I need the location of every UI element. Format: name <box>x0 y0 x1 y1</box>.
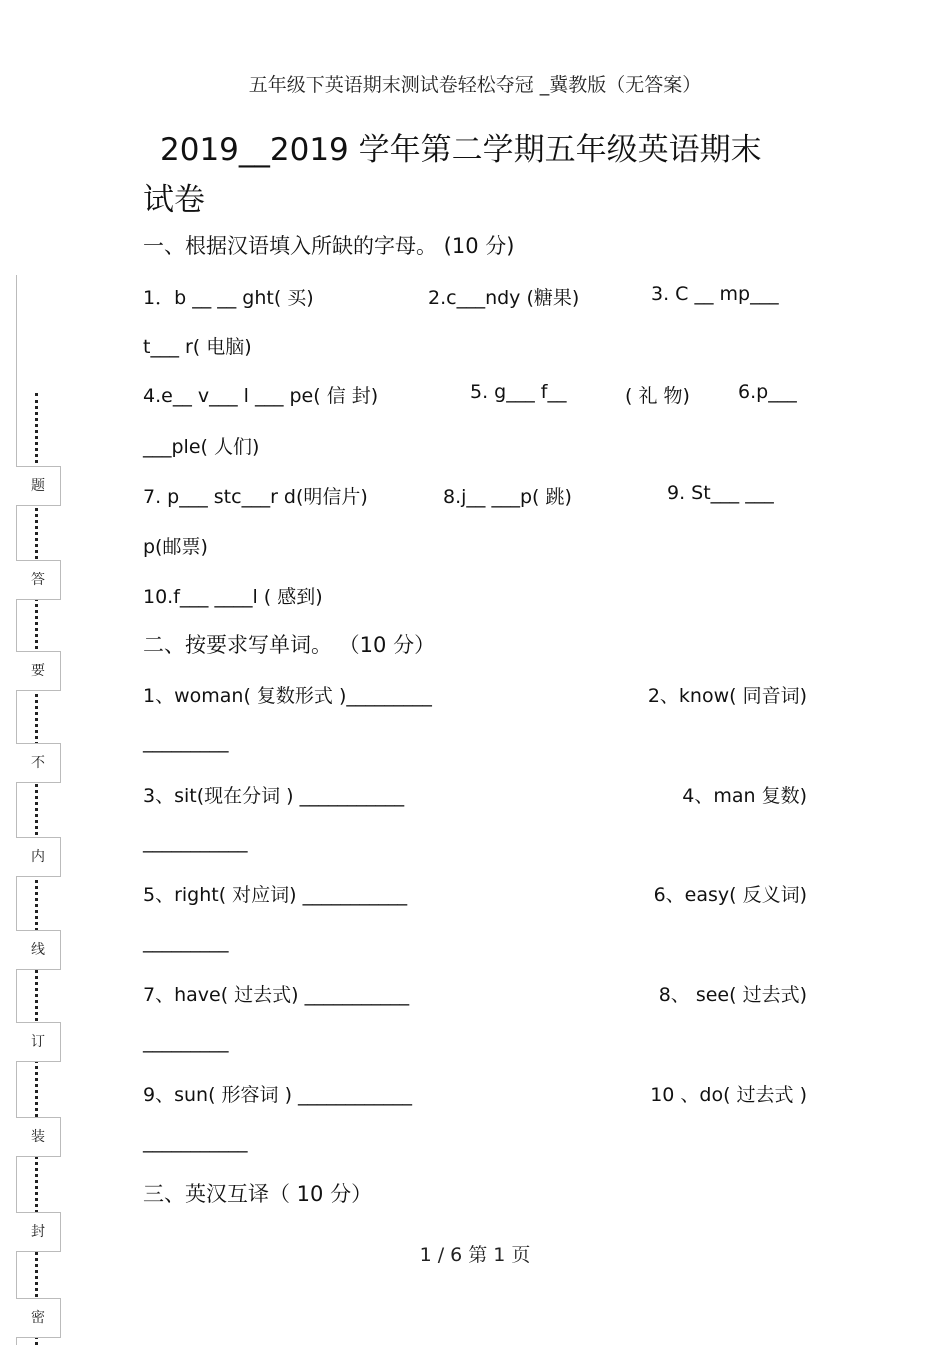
binding-char: 不 <box>16 743 61 783</box>
question-line: 5. g___ f__ <box>470 381 567 403</box>
section-2-heading: 二、按要求写单词。 （10 分） <box>143 633 436 657</box>
exam-title: 2019__2019 学年第二学期五年级英语期末 <box>160 132 762 168</box>
question-line: 2.c___ndy (糖果) <box>428 287 580 309</box>
question-right: 4、man 复数) <box>682 785 807 807</box>
binding-char: 订 <box>16 1022 61 1062</box>
answer-blank: ___________ <box>143 1131 248 1153</box>
exam-title-continued: 试卷 <box>143 182 205 218</box>
question-right: 8、 see( 过去式) <box>658 984 807 1006</box>
binding-margin-line <box>16 275 17 1345</box>
section-1-heading: 一、根据汉语填入所缺的字母。 (10 分) <box>143 234 515 258</box>
question-line: t___ r( 电脑) <box>143 336 252 358</box>
binding-char: 装 <box>16 1117 61 1157</box>
question-left: 7、have( 过去式) ___________ <box>143 984 410 1006</box>
section-3-heading: 三、英汉互译（ 10 分） <box>143 1182 373 1206</box>
answer-blank: ___________ <box>143 831 248 853</box>
binding-char: 封 <box>16 1212 61 1252</box>
question-left: 1、woman( 复数形式 )_________ <box>143 685 432 707</box>
binding-char: 内 <box>16 837 61 877</box>
question-line: 10.f___ ____l ( 感到) <box>143 586 323 608</box>
binding-char: 要 <box>16 651 61 691</box>
question-line: 7. p___ stc___r d(明信片) <box>143 486 368 508</box>
question-right: 10 、do( 过去式 ) <box>650 1084 807 1106</box>
question-left: 9、sun( 形容词 ) ____________ <box>143 1084 413 1106</box>
question-line: p(邮票) <box>143 536 208 558</box>
question-left: 5、right( 对应词) ___________ <box>143 884 408 906</box>
question-line: 1．b __ __ ght( 买) <box>143 287 314 309</box>
binding-char: 线 <box>16 930 61 970</box>
answer-blank: _________ <box>143 731 229 753</box>
question-line: ___ple( 人们) <box>143 436 260 458</box>
question-line: 9. St___ ___ <box>667 482 774 504</box>
binding-char: 题 <box>16 466 61 506</box>
answer-blank: _________ <box>143 1031 229 1053</box>
answer-blank: _________ <box>143 931 229 953</box>
binding-char: 答 <box>16 560 61 600</box>
question-left: 3、sit(现在分词 ) ___________ <box>143 785 405 807</box>
question-line: 3. C __ mp___ <box>651 283 779 305</box>
document-header: 五年级下英语期末测试卷轻松夺冠 _冀教版（无答案） <box>248 74 702 96</box>
binding-char: 密 <box>16 1298 61 1338</box>
question-line: ( 礼 物) <box>625 385 690 407</box>
question-line: 6.p___ <box>738 381 797 403</box>
question-line: 8.j__ ___p( 跳) <box>443 486 572 508</box>
page-number: 1 / 6 第 1 页 <box>419 1244 531 1266</box>
question-right: 2、know( 同音词) <box>647 685 807 707</box>
question-right: 6、easy( 反义词) <box>653 884 807 906</box>
question-line: 4.e__ v___ l ___ pe( 信 封) <box>143 385 379 407</box>
